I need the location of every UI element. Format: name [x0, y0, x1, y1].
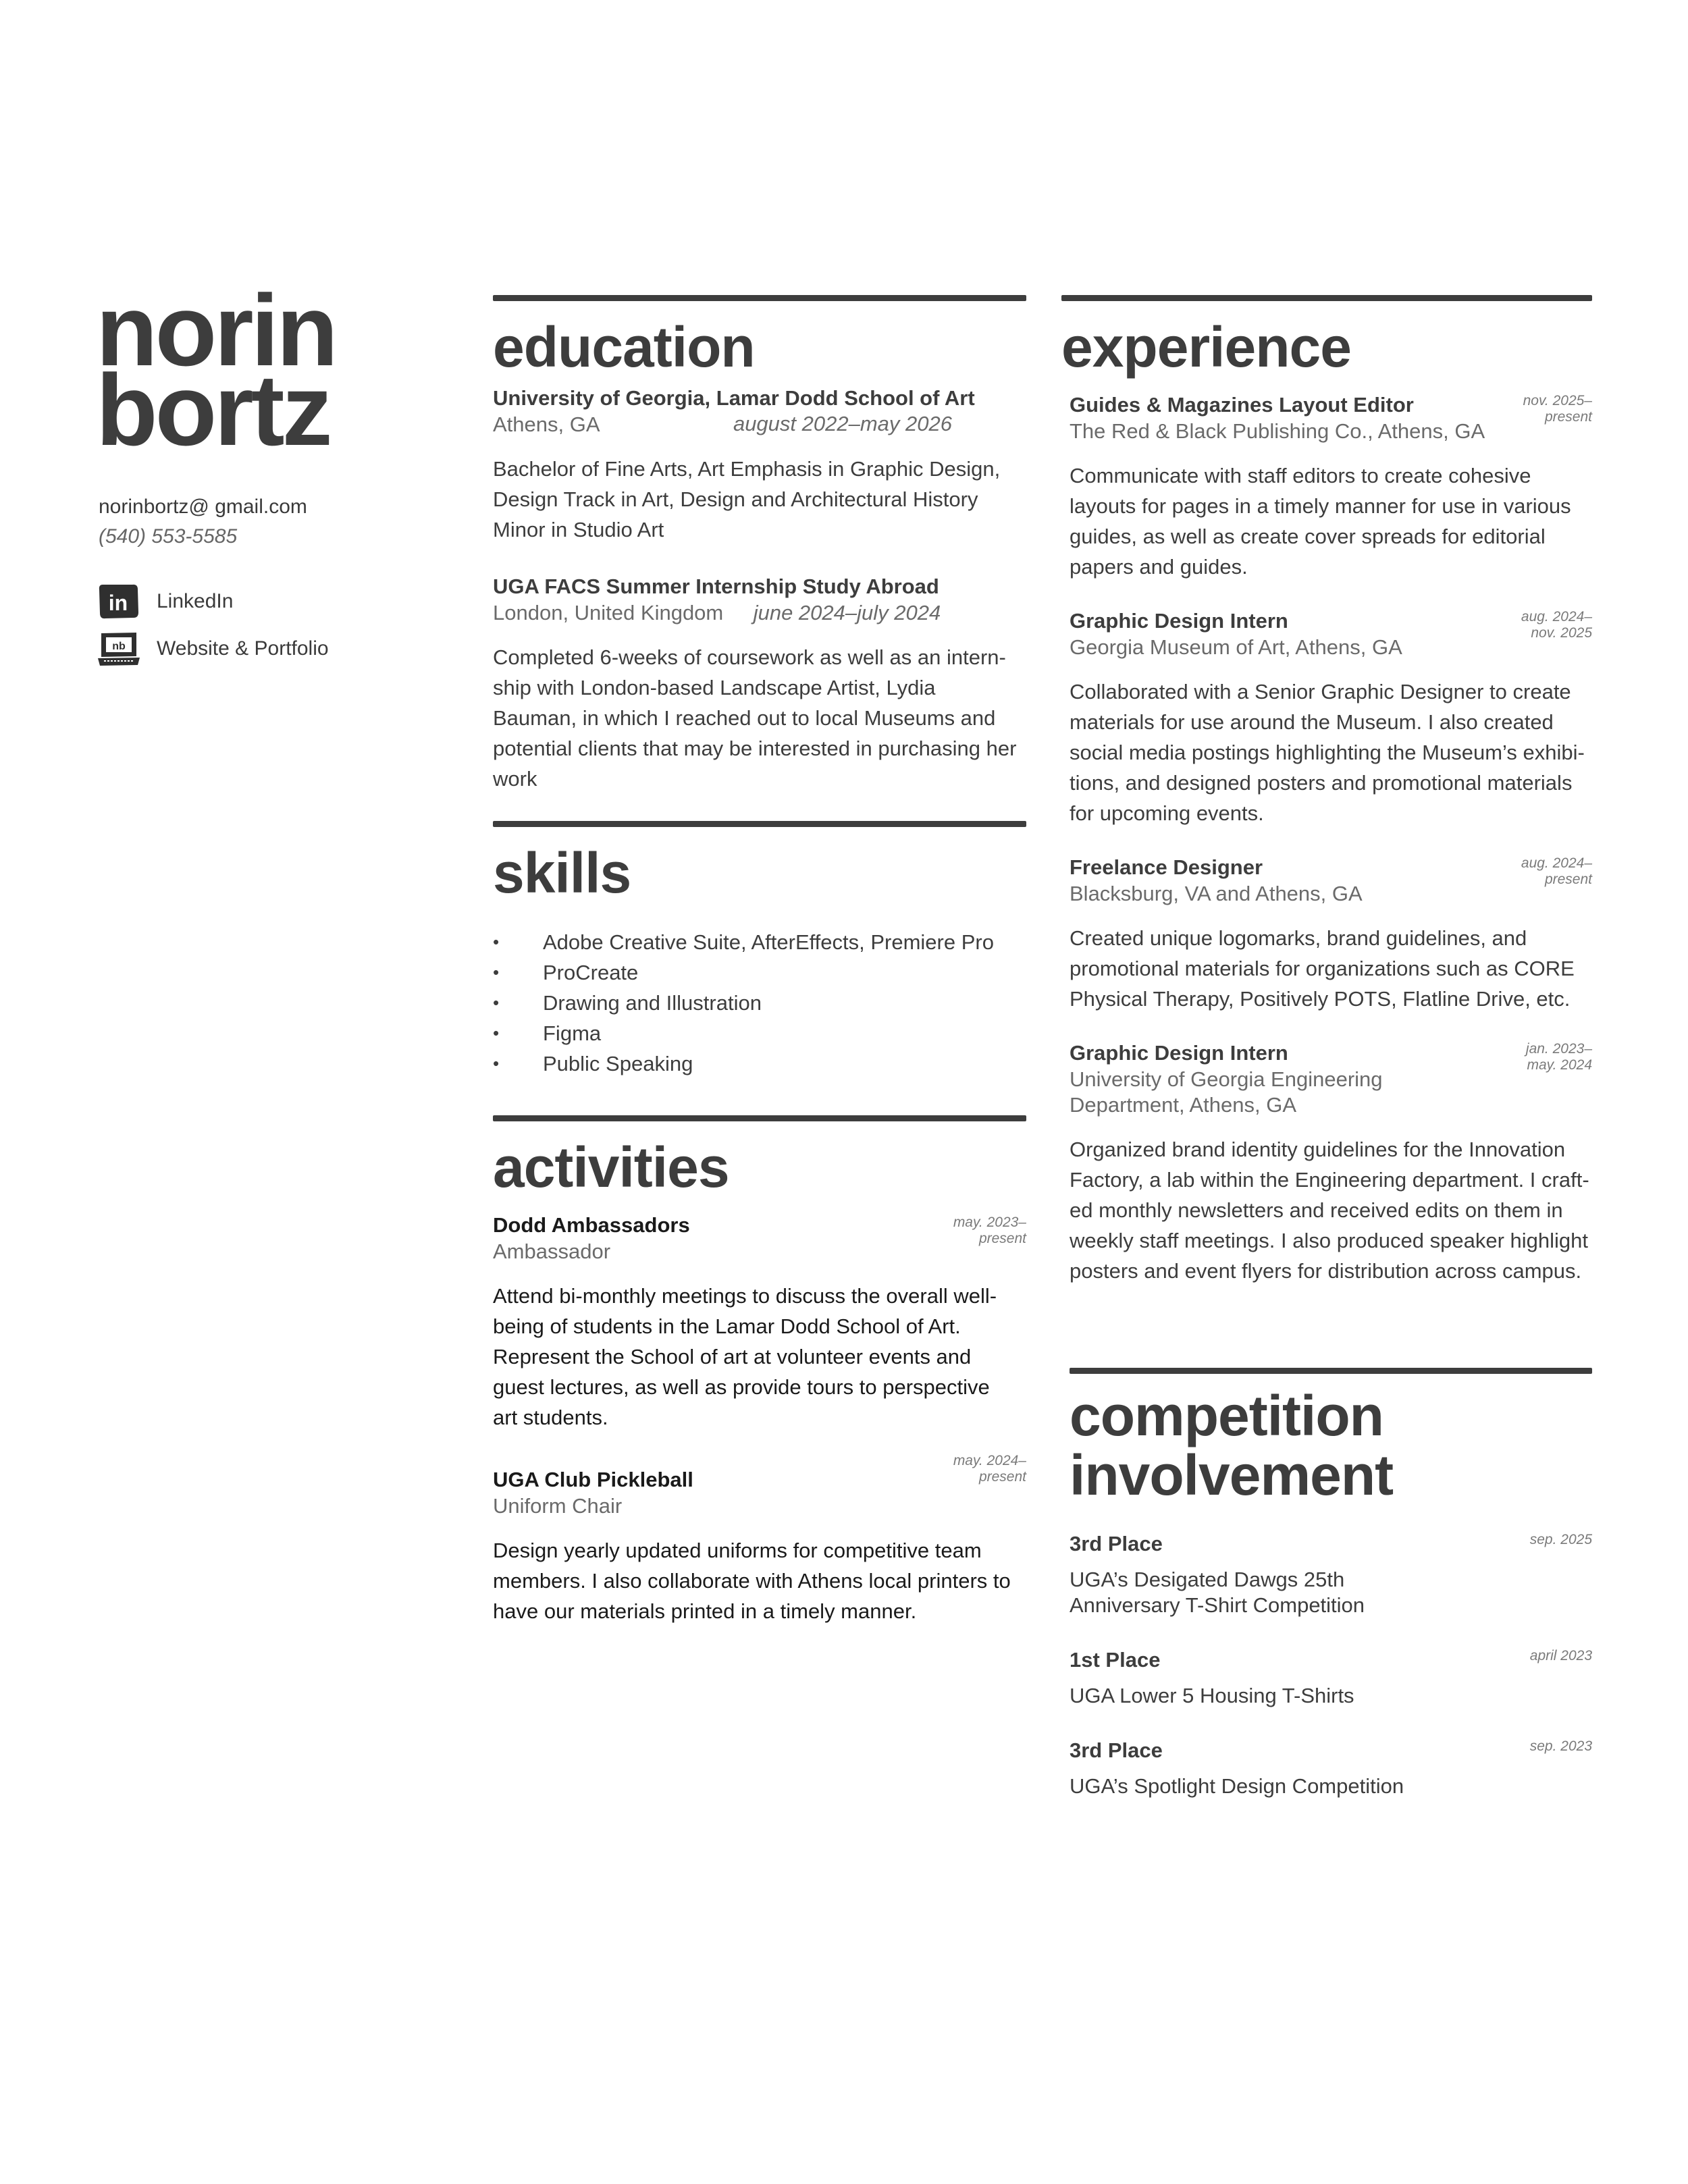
education-title: education: [493, 315, 755, 379]
activity-item: [493, 1213, 1026, 1433]
activity-dates: may. 2024– present: [953, 1453, 1026, 1485]
job-dates: aug. 2024– nov. 2025: [1521, 609, 1592, 641]
experience-title: experience: [1061, 315, 1351, 379]
skill-item: • Adobe Creative Suite, AfterEffects, Premiere Pro: [493, 927, 1026, 957]
activity-dates: may. 2023– present: [953, 1215, 1026, 1246]
education-section: [493, 295, 1026, 794]
job-org: Georgia Museum of Art, Athens, GA: [1070, 635, 1402, 659]
skill-item: • Drawing and Illustration: [493, 988, 1026, 1018]
laptop-glyph: nb: [112, 641, 126, 652]
school-name: UGA FACS Summer Internship Study Abroad: [493, 575, 939, 598]
school-dates: august 2022–may 2026: [733, 412, 952, 435]
job-dates: aug. 2024– present: [1521, 855, 1592, 887]
skill-item: • ProCreate: [493, 957, 1026, 988]
activity-description: Attend bi-monthly meetings to discuss the overall well-being of students in the Lamar Dodd School of Art. Represent the School of art at volunteer events and guest lectures, as well as provide tours to perspective art students.: [493, 1284, 997, 1429]
job-title: Guides & Magazines Layout Editor: [1070, 393, 1414, 417]
job-title: Graphic Design Intern: [1070, 1041, 1288, 1065]
job-title: Graphic Design Intern: [1070, 609, 1288, 633]
resume-name: [96, 273, 336, 467]
linkedin-glyph: in: [108, 591, 128, 615]
job-org: Blacksburg, VA and Athens, GA: [1070, 882, 1363, 905]
activities-section: [493, 1115, 1026, 1626]
experience-item: [1061, 855, 1592, 1014]
job-dates: jan. 2023– may. 2024: [1525, 1041, 1592, 1073]
skills-list: [493, 927, 1026, 1079]
competition-item: [1070, 1532, 1592, 1618]
skills-title: skills: [493, 841, 631, 905]
competition-title-line: competition: [1070, 1384, 1383, 1447]
section-rule: [1070, 1368, 1592, 1374]
activity-name: UGA Club Pickleball: [493, 1468, 693, 1491]
competition-place: 1st Place: [1070, 1648, 1161, 1672]
skill-item: • Public Speaking: [493, 1048, 1026, 1079]
school-location: London, United Kingdom: [493, 601, 724, 624]
competition-date: sep. 2023: [1529, 1738, 1592, 1754]
linkedin-label: LinkedIn: [157, 590, 234, 612]
job-org: The Red & Black Publishing Co., Athens, GA: [1070, 419, 1485, 443]
competition-place: 3rd Place: [1070, 1738, 1163, 1762]
job-description: Communicate with staff editors to create cohesive layouts for pages in a timely manner for use in various guides, as well as create cover spreads for editorial papers and guides.: [1070, 464, 1571, 579]
activities-title: activities: [493, 1136, 729, 1199]
competition-description: UGA Lower 5 Housing T-Shirts: [1070, 1684, 1354, 1707]
job-org: University of Georgia Engineering Department, Athens, GA: [1070, 1067, 1383, 1117]
experience-item: [1061, 609, 1592, 828]
linkedin-link[interactable]: [97, 582, 233, 621]
activity-description: Design yearly updated uniforms for competitive team members. I also collaborate with Athens local printers to have our materials printed in a timely manner.: [493, 1539, 1011, 1623]
education-item: [493, 386, 1026, 545]
competition-item: [1070, 1648, 1592, 1709]
competition-item: [1070, 1738, 1592, 1799]
portfolio-label: Website & Portfolio: [157, 637, 329, 660]
first-name: norin: [96, 273, 336, 387]
phone-text: (540) 553-5585: [99, 525, 238, 548]
school-name: University of Georgia, Lamar Dodd School of Art: [493, 386, 975, 410]
job-dates: nov. 2025– present: [1523, 393, 1592, 425]
school-dates: june 2024–july 2024: [753, 601, 941, 624]
section-rule: [493, 821, 1026, 827]
competition-date: april 2023: [1529, 1648, 1592, 1663]
job-title: Freelance Designer: [1070, 855, 1263, 879]
competition-title: [1070, 1386, 1592, 1505]
job-description: Created unique logomarks, brand guidelines, and promotional materials for organizations such as CORE Physical Therapy, Positively POTS, Flatline Drive, etc.: [1070, 926, 1575, 1011]
school-location: Athens, GA: [493, 412, 600, 436]
competition-description: UGA’s Desigated Dawgs 25th Anniversary T-Shirt Competition: [1070, 1568, 1365, 1617]
skill-item: • Figma: [493, 1018, 1026, 1048]
education-item: [493, 575, 1026, 794]
competition-title-line: involvement: [1070, 1443, 1394, 1507]
competition-description: UGA’s Spotlight Design Competition: [1070, 1774, 1404, 1798]
experience-section: [1061, 295, 1592, 1286]
activity-role: Ambassador: [493, 1240, 611, 1263]
job-description: Collaborated with a Senior Graphic Designer to create materials for use around the Museum. I also created social media postings highlighting the Museum’s exhibi- tions, and designed posters and promotional materials for upcoming events.: [1070, 680, 1585, 825]
section-rule: [493, 295, 1026, 301]
competition-date: sep. 2025: [1529, 1532, 1592, 1547]
last-name: bortz: [96, 353, 330, 467]
linkedin-icon: [97, 582, 140, 621]
competition-section: [1070, 1368, 1592, 1799]
email-text[interactable]: norinbortz@ gmail.com: [99, 496, 307, 518]
laptop-icon: [97, 629, 140, 668]
competition-place: 3rd Place: [1070, 1532, 1163, 1555]
school-description: Completed 6-weeks of coursework as well as an intern- ship with London-based Landscape Artist, Lydia Bauman, in which I reached out to local Museums and potential clients that may be interested in purchasing her work: [493, 645, 1017, 791]
section-rule: [493, 1115, 1026, 1121]
job-description: Organized brand identity guidelines for the Innovation Factory, a lab within the Engineering department. I craft- ed monthly newsletters and received edits on them in weekly staff meetings. I also produced speaker highlight posters and event flyers for distribution across campus.: [1070, 1138, 1589, 1283]
school-description: Bachelor of Fine Arts, Art Emphasis in Graphic Design, Design Track in Art, Design and Architectural History Minor in Studio Art: [493, 457, 1001, 541]
portfolio-link[interactable]: [97, 629, 329, 668]
activity-name: Dodd Ambassadors: [493, 1213, 690, 1237]
activity-item: [493, 1453, 1026, 1626]
experience-item: [1061, 393, 1592, 582]
experience-item: [1061, 1041, 1592, 1286]
skills-section: [493, 821, 1026, 1079]
section-rule: [1061, 295, 1592, 301]
activity-role: Uniform Chair: [493, 1494, 623, 1518]
